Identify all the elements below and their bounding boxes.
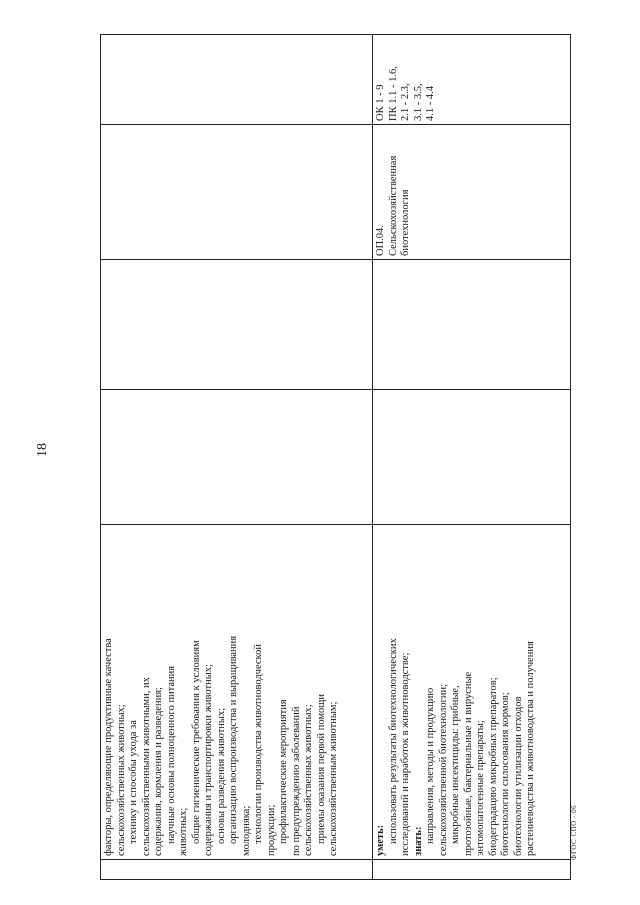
text-line: основы разведения животных; bbox=[215, 707, 227, 844]
text-line: организацию воспроизводства и выращивания bbox=[228, 635, 239, 844]
text-line: общие гигиенические требования к условиям bbox=[190, 640, 202, 844]
page-number: 18 bbox=[35, 443, 50, 457]
text-line: сельскохозяйственных животных; bbox=[303, 704, 314, 856]
competency-line: 3.1 - 3.5, bbox=[412, 83, 424, 121]
text-line: животных; bbox=[178, 807, 189, 856]
text-line: биотехнологии утилизации отходов bbox=[512, 696, 524, 856]
text-line: молодняка; bbox=[240, 805, 252, 856]
text-line: направления, методы и продукцию bbox=[425, 687, 436, 844]
competency-line: ОК 1 - 9 bbox=[375, 84, 386, 121]
text-line: биотехнологии силосования кормов; bbox=[500, 692, 511, 856]
text-line: сельскохозяйственной биотехнологии; bbox=[437, 683, 449, 856]
competency-line: 4.1 - 4.4 bbox=[425, 86, 436, 121]
footer-code: ФГОС СПО - 06 bbox=[570, 804, 578, 860]
requirements-text bbox=[103, 528, 341, 856]
hours-max-cell bbox=[101, 390, 373, 525]
discipline-cell bbox=[101, 125, 373, 260]
text-line: содержания, кормления и разведения; bbox=[153, 687, 164, 856]
hours-max-cell bbox=[373, 390, 571, 525]
discipline-name-line2: биотехнология bbox=[400, 189, 411, 256]
index-cell bbox=[101, 860, 373, 880]
section-heading: уметь: bbox=[375, 824, 386, 856]
requirements-cell bbox=[373, 525, 571, 860]
text-line: профилактические мероприятия bbox=[278, 699, 289, 844]
text-line: продукции; bbox=[265, 804, 277, 856]
competencies-cell bbox=[101, 35, 373, 125]
text-line: технику и способы ухода за bbox=[128, 720, 139, 844]
table-row bbox=[373, 35, 571, 880]
text-line: факторы, определяющие продуктивные качества bbox=[103, 638, 114, 856]
curriculum-table bbox=[100, 34, 571, 880]
index-cell bbox=[373, 860, 571, 880]
text-line: микробные инсектициды: грибные, bbox=[450, 685, 461, 844]
text-line: сельскохозяйственным животным; bbox=[328, 701, 339, 856]
text-line: научные основы полноценного питания bbox=[165, 665, 177, 844]
rotated-table-wrapper bbox=[100, 35, 570, 880]
text-line: сельскохозяйственных животных; bbox=[115, 704, 127, 856]
text-line: сельскохозяйственными животными, их bbox=[140, 677, 152, 856]
hours-compulsory-cell bbox=[373, 260, 571, 390]
text-line: биодеградацию микробных препаратов; bbox=[487, 677, 499, 856]
text-line: протозойные, бактериальные и вирусные bbox=[462, 671, 474, 856]
discipline-name-line1: Сельскохозяйственная bbox=[387, 155, 399, 256]
table-row bbox=[101, 35, 373, 880]
text-line: технологии производства животноводческой bbox=[253, 644, 264, 844]
competencies-cell bbox=[373, 35, 571, 125]
text-line: использовать результаты биотехнологических bbox=[387, 638, 399, 844]
hours-compulsory-cell bbox=[101, 260, 373, 390]
discipline-code: ОП.04. bbox=[375, 225, 386, 256]
text-line: по предупреждению заболеваний bbox=[290, 706, 302, 856]
requirements-text bbox=[375, 528, 538, 856]
text-line: содержания и транспортировки животных; bbox=[203, 664, 214, 856]
competency-line: ПК 1.1 - 1.6, bbox=[387, 66, 399, 121]
text-line: приемы оказания первой помощи bbox=[315, 693, 327, 844]
text-line: энтомопатогенные препараты; bbox=[475, 720, 486, 856]
competency-line: 2.1 - 2.3, bbox=[400, 83, 411, 121]
requirements-cell bbox=[101, 525, 373, 860]
text-line: исследований и наработок в животноводстве; bbox=[400, 652, 411, 856]
text-line: растениеводства и животноводства и получения bbox=[525, 641, 536, 856]
discipline-cell bbox=[373, 125, 571, 260]
section-heading: знать: bbox=[412, 826, 424, 856]
